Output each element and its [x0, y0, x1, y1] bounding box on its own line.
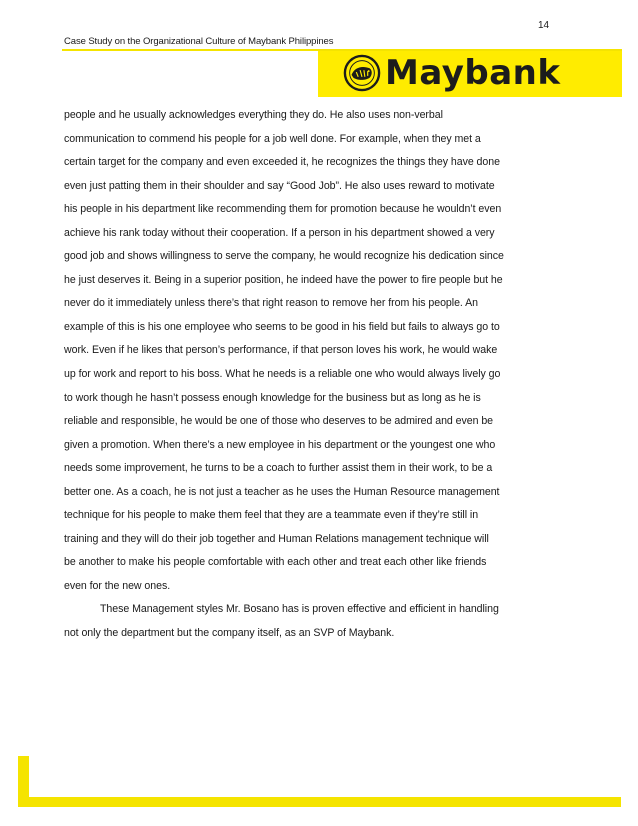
paragraph-2	[64, 598, 584, 645]
text-line: be another to make his people comfortable with each other and treat each other like friends	[64, 556, 487, 569]
text-line: better one. As a coach, he is not just a teacher as he uses the Human Resource management	[64, 485, 500, 498]
header-title: Case Study on the Organizational Culture of Maybank Philippines	[64, 36, 334, 47]
text-line: technique for his people to make them feel that they are a teammate even if they’re still in	[64, 509, 479, 522]
text-line: training and they will do their job together and Human Relations management technique will	[64, 532, 489, 545]
text-line: even for the new ones.	[64, 579, 171, 592]
body-text	[64, 104, 584, 646]
text-line: achieve his rank today without their cooperation. If a person in his department showed a very	[64, 226, 495, 239]
text-line: needs some improvement, he turns to be a coach to further assist them in their work, to be a	[64, 462, 493, 475]
text-line: communication to commend his people for a job well done. For example, when they met a	[64, 132, 481, 145]
text-line: his people in his department like recommending them for promotion because he wouldn’t even	[64, 203, 502, 216]
text-line: good job and shows willingness to serve the company, he would recognize his dedication since	[64, 250, 504, 263]
text-line: work. Even if he likes that person’s performance, if that person loves his work, he would wake	[64, 344, 498, 357]
text-line: up for work and report to his boss. What he needs is a reliable one who would always lively go	[64, 368, 501, 381]
logo-text: Maybank	[385, 53, 561, 93]
paragraph-1	[64, 104, 584, 598]
text-line: certain target for the company and even exceeded it, he recognizes the things they have done	[64, 156, 500, 169]
tiger-emblem-icon	[343, 54, 381, 92]
corner-decoration-horizontal	[18, 797, 621, 807]
text-line: These Management styles Mr. Bosano has is proven effective and efficient in handling	[100, 603, 499, 616]
text-line: even just patting them in their shoulder and say “Good Job”. He also uses reward to motivate	[64, 179, 495, 192]
text-line: example of this is his one employee who seems to be good in his field but fails to always go to	[64, 320, 500, 333]
text-line: people and he usually acknowledges everything they do. He also uses non-verbal	[64, 109, 443, 121]
text-line: he just deserves it. Being in a superior position, he indeed have the power to fire people but he	[64, 273, 503, 286]
text-line: not only the department but the company itself, as an SVP of Maybank.	[64, 627, 395, 640]
page-number: 14	[538, 20, 550, 31]
text-line: never do it immediately unless there’s that right reason to remove her from his people. An	[64, 297, 478, 310]
text-line: given a promotion. When there’s a new employee in his department or the youngest one who	[64, 438, 496, 451]
text-line: reliable and responsible, he would be one of those who deserves to be admired and even be	[64, 415, 494, 428]
text-line: to work though he hasn’t possess enough knowledge for the business but as long as he is	[64, 391, 481, 404]
